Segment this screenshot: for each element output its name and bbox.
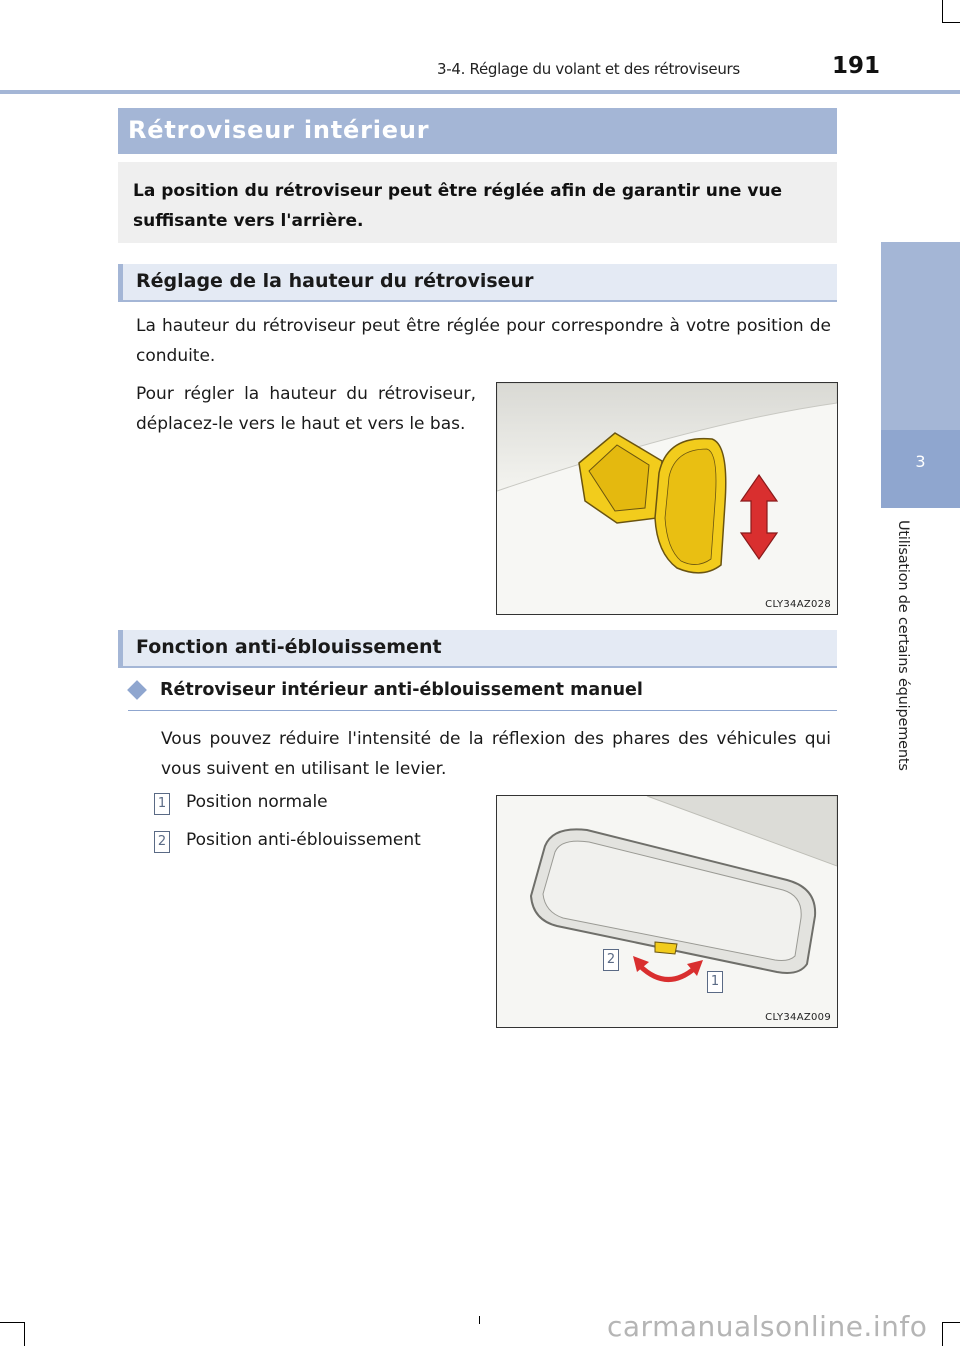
crop-mark bbox=[479, 1316, 480, 1324]
mirror-height-illustration bbox=[497, 383, 837, 614]
bullet-rule bbox=[128, 710, 837, 711]
chapter-number: 3 bbox=[915, 452, 926, 471]
legend-number-2: 2 bbox=[154, 831, 170, 853]
bullet-title: Rétroviseur intérieur anti-éblouissement manuel bbox=[160, 680, 643, 700]
crop-mark bbox=[942, 1322, 943, 1346]
crop-mark bbox=[942, 22, 960, 23]
side-tab-upper bbox=[881, 242, 960, 430]
callout-number-2: 2 bbox=[603, 949, 619, 971]
subsection-title-antiglare: Fonction anti-éblouissement bbox=[136, 636, 442, 658]
legend-number-1: 1 bbox=[154, 793, 170, 815]
crop-mark bbox=[24, 1322, 25, 1346]
section-title: Rétroviseur intérieur bbox=[128, 116, 430, 144]
chapter-label: Utilisation de certains équipements bbox=[895, 520, 911, 771]
diamond-bullet-icon bbox=[127, 680, 147, 700]
header-rule bbox=[0, 90, 960, 94]
subsection-title-height: Réglage de la hauteur du rétroviseur bbox=[136, 270, 534, 292]
watermark: carmanualsonline.info bbox=[607, 1310, 928, 1343]
mirror-antiglare-illustration bbox=[497, 796, 837, 1027]
figure-mirror-antiglare bbox=[496, 795, 838, 1028]
figure-mirror-height bbox=[496, 382, 838, 615]
chapter-label-area bbox=[881, 508, 960, 818]
page-number: 191 bbox=[832, 53, 881, 79]
header-section-ref: 3-4. Réglage du volant et des rétroviseurs bbox=[437, 60, 740, 78]
crop-mark bbox=[942, 0, 943, 22]
legend-label-2: Position anti-éblouissement bbox=[186, 830, 421, 850]
legend-label-1: Position normale bbox=[186, 792, 328, 812]
height-text-2: Pour régler la hauteur du rétroviseur, déplacez-le vers le haut et vers le bas. bbox=[136, 384, 476, 434]
callout-number-1: 1 bbox=[707, 971, 723, 993]
height-text-1: La hauteur du rétroviseur peut être réglée pour correspondre à votre position de conduite. bbox=[136, 316, 831, 366]
crop-mark bbox=[942, 1322, 960, 1323]
intro-text: La position du rétroviseur peut être réglée afin de garantir une vue suffisante vers l'arrière. bbox=[133, 181, 783, 231]
figure-code: CLY34AZ009 bbox=[765, 1012, 831, 1023]
figure-code: CLY34AZ028 bbox=[765, 599, 831, 610]
crop-mark bbox=[0, 1322, 24, 1323]
antiglare-text: Vous pouvez réduire l'intensité de la réflexion des phares des véhicules qui vous suivent en utilisant le levier. bbox=[161, 729, 831, 779]
